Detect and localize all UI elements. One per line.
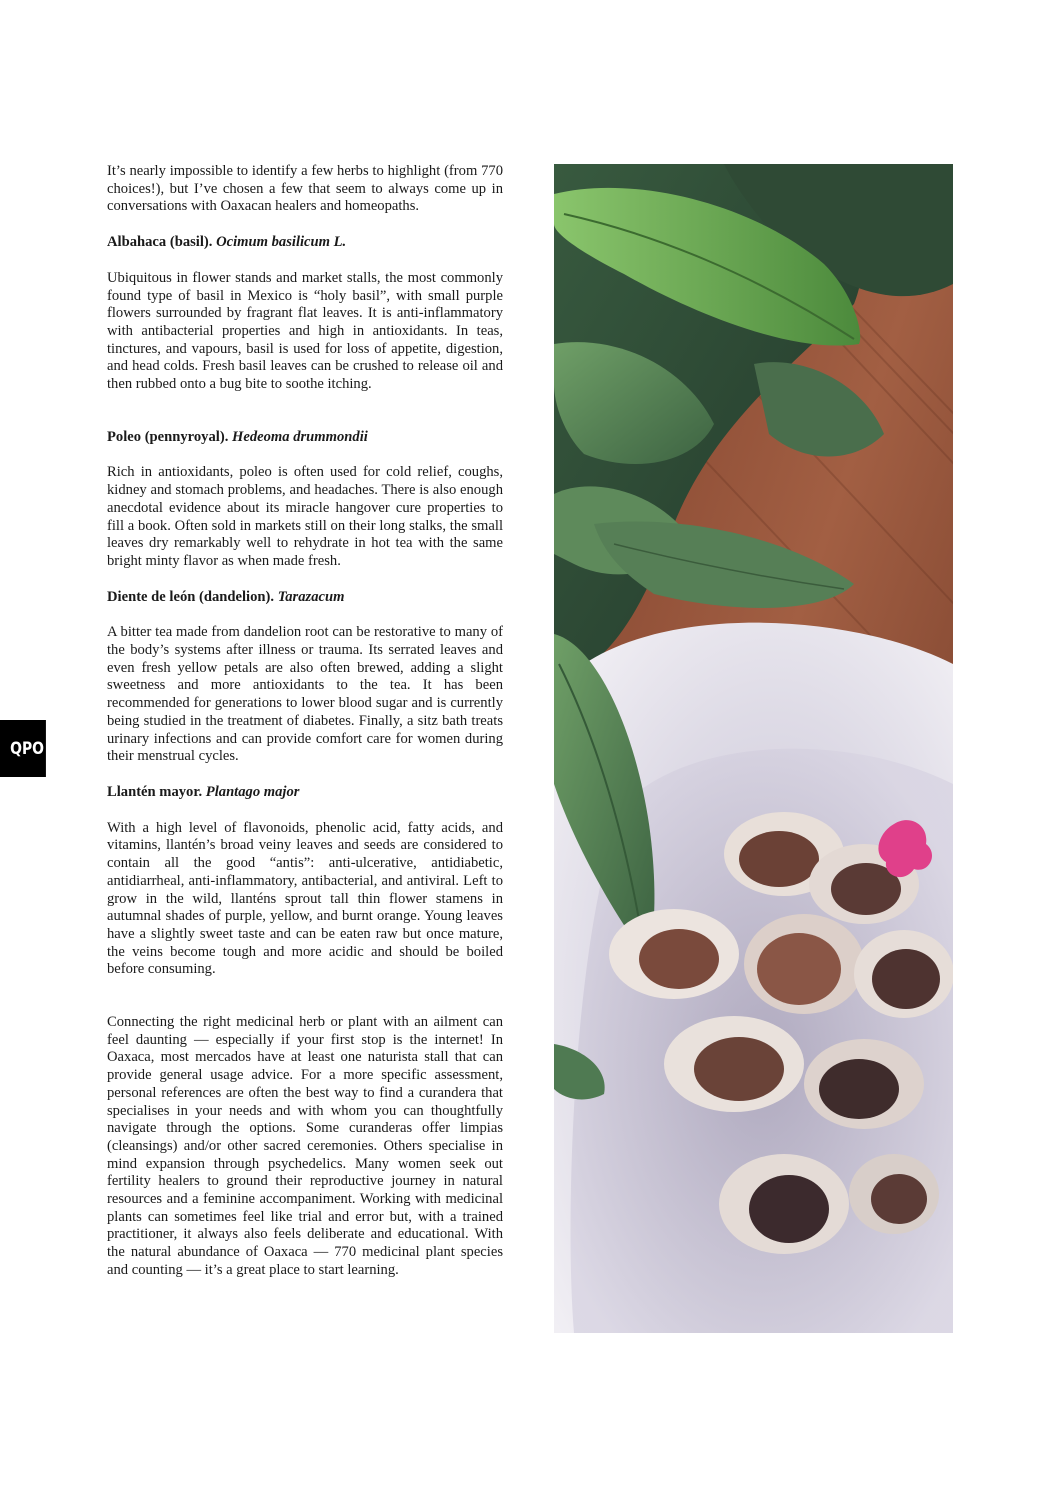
herbs-illustration xyxy=(554,164,953,1333)
intro-paragraph: It’s nearly impossible to identify a few herbs to highlight (from 770 choices!), but I’ve chosen a few that seem to always come up in conversations with Oaxacan healers and homeopaths. xyxy=(107,163,503,215)
seed xyxy=(871,1174,927,1224)
herb-body-llanten: With a high level of flavonoids, phenolic acid, fatty acids, and vitamins, llantén’s broad veiny leaves and seeds are considered to contain all the good “antis”: anti-ulcerative, antidiabetic, antidiarrheal, anti-inflammatory, antibacterial, and antiviral. Left to grow in the wild, llanténs sprout tall thin flower stamens in autumnal shades of purple, yellow, and burnt orange. Young leaves have a slightly sweet taste and can be eaten raw but once mature, the veins become tough and more acidic and should be boiled before consuming. xyxy=(107,819,503,978)
section-tab xyxy=(0,720,46,777)
section-tab-label: QPO xyxy=(10,738,45,759)
seed xyxy=(739,831,819,887)
herb-latin-name: Tarazacum xyxy=(277,588,345,605)
herb-latin-name: Ocimum basilicum L. xyxy=(216,234,347,251)
seed xyxy=(757,933,841,1005)
herb-common-name: Diente de león (dandelion). xyxy=(107,588,275,605)
seed xyxy=(749,1175,829,1243)
seed xyxy=(639,929,719,989)
herb-latin-name: Hedeoma drummondii xyxy=(232,428,368,445)
herb-heading-basil xyxy=(107,234,503,252)
herbs-photo xyxy=(554,164,953,1333)
seed xyxy=(819,1059,899,1119)
herb-heading-dandelion xyxy=(107,589,503,607)
article-column xyxy=(107,163,503,1280)
herb-common-name: Llantén mayor. xyxy=(107,783,203,800)
herb-heading-poleo xyxy=(107,429,503,447)
herb-body-poleo: Rich in antioxidants, poleo is often used for cold relief, coughs, kidney and stomach problems, and headaches. There is also enough anecdotal evidence about its miracle hangover cure properties to fill a book. Often sold in markets still on their long stalks, the small leaves dry remarkably well to rehydrate in hot tea with the same bright minty flavor as when made fresh. xyxy=(107,464,503,569)
herb-body-dandelion: A bitter tea made from dandelion root can be restorative to many of the body’s systems after illness or trauma. Its serrated leaves and even fresh yellow petals are also often brewed, adding a slight sweetness and more antioxidants to the tea. It has been recommended for generations to lower blood sugar and is currently being studied in the treatment of diabetes. Finally, a sitz bath treats urinary infections and can provide comfort care for women during their menstrual cycles. xyxy=(107,624,503,765)
herb-body-basil: Ubiquitous in flower stands and market stalls, the most commonly found type of basil in Mexico is “holy basil”, with small purple flowers surrounded by fragrant flat leaves. It is anti-inflammatory with antibacterial properties and high in antioxidants. In teas, tinctures, and vapours, basil is used for loss of appetite, digestion, and head colds. Fresh basil leaves can be crushed to release oil and then rubbed onto a bug bite to soothe itching. xyxy=(107,269,503,393)
herb-common-name: Poleo (pennyroyal). xyxy=(107,428,229,445)
closing-paragraph: Connecting the right medicinal herb or plant with an ailment can feel daunting — especially if your first stop is the internet! In Oaxaca, most mercados have at least one naturista stall that can provide general usage advice. For a more specific assessment, personal references are often the best way to find a curandera that specialises in your needs and with whom you can thoughtfully navigate through the options. Some curanderas offer limpias (cleansings) and/or other sacred ceremonies. Others specialise in mind expansion through psychedelics. Many women seek out fertility healers to ground their reproductive journey in natural resources and a feminine accompaniment. Working with medicinal plants can sometimes feel like trial and error but, with a trained practitioner, it always also feels deliberate and educational. With the natural abundance of Oaxaca — 770 medicinal plant species and counting — it’s a great place to start learning. xyxy=(107,1014,503,1278)
seed xyxy=(694,1037,784,1101)
herb-common-name: Albahaca (basil). xyxy=(107,234,213,251)
herb-latin-name: Plantago major xyxy=(205,783,300,800)
herb-heading-llanten xyxy=(107,784,503,802)
seed xyxy=(872,949,940,1009)
